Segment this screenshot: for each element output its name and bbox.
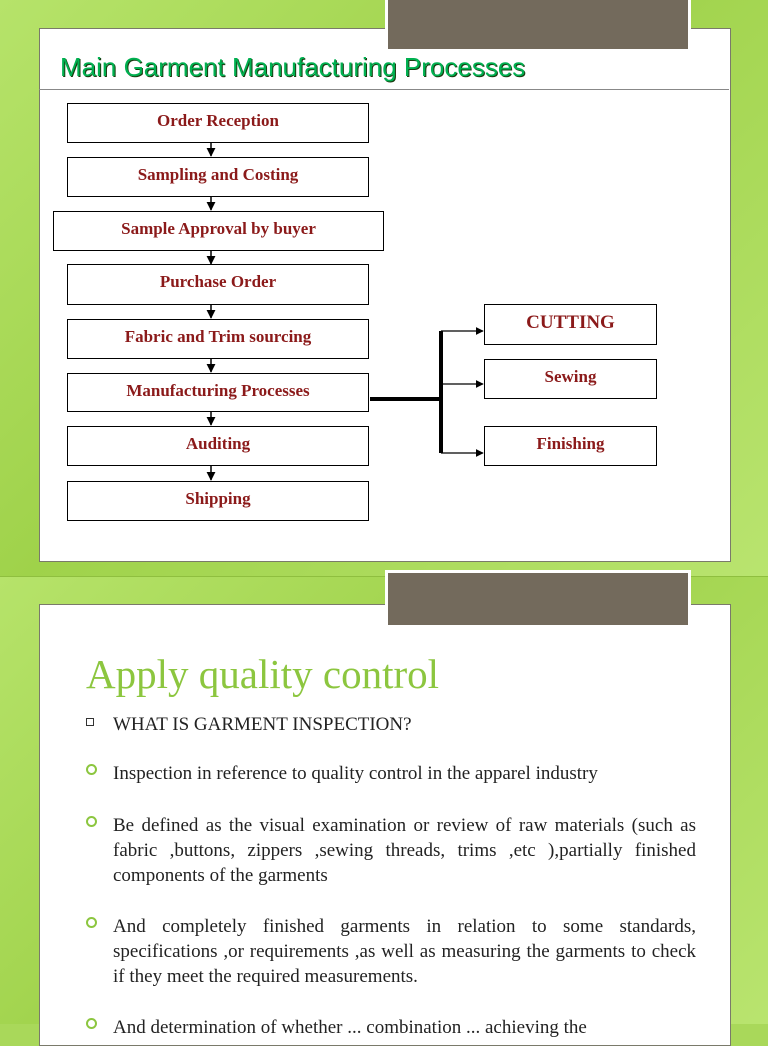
bullet-item <box>86 712 696 737</box>
flow-step-auditing: Auditing <box>67 426 369 466</box>
slide-2-header-tab <box>385 570 691 628</box>
bullet-text: Be defined as the visual examination or review of raw materials (such as fabric ,buttons, zippers ,sewing threads, trims ,etc ),partially finished components of the garments <box>113 815 696 886</box>
circle-bullet-icon <box>86 764 97 775</box>
bullet-text: WHAT IS GARMENT INSPECTION? <box>113 714 412 735</box>
slide-2-title: Apply quality control <box>86 651 440 697</box>
bullet-text: And completely finished garments in relation to some standards, specifications ,or requirements ,as well as measuring the garments to check if they meet the required measurements. <box>113 916 696 987</box>
circle-bullet-icon <box>86 1018 97 1029</box>
sub-process-sewing: Sewing <box>484 359 657 399</box>
bullet-item <box>86 813 696 888</box>
flow-step-sample-approval: Sample Approval by buyer <box>53 211 384 251</box>
flow-step-sampling-costing: Sampling and Costing <box>67 157 369 197</box>
bullet-item-partial <box>86 1015 696 1038</box>
flow-step-order-reception: Order Reception <box>67 103 369 143</box>
slide-1-title: Main Garment Manufacturing Processes <box>60 52 526 82</box>
bullet-text: And determination of whether ... combination ... achieving the <box>113 1017 587 1038</box>
bullet-item <box>86 761 696 786</box>
circle-bullet-icon <box>86 816 97 827</box>
sub-process-cutting: CUTTING <box>484 304 657 345</box>
flow-step-shipping: Shipping <box>67 481 369 521</box>
flow-step-fabric-trim-sourcing: Fabric and Trim sourcing <box>67 319 369 359</box>
sub-process-finishing: Finishing <box>484 426 657 466</box>
circle-bullet-icon <box>86 917 97 928</box>
flow-step-manufacturing: Manufacturing Processes <box>67 373 369 412</box>
bullet-item <box>86 914 696 989</box>
bullet-text: Inspection in reference to quality control in the apparel industry <box>113 763 598 784</box>
square-bullet-icon <box>86 718 94 726</box>
flow-step-purchase-order: Purchase Order <box>67 264 369 305</box>
